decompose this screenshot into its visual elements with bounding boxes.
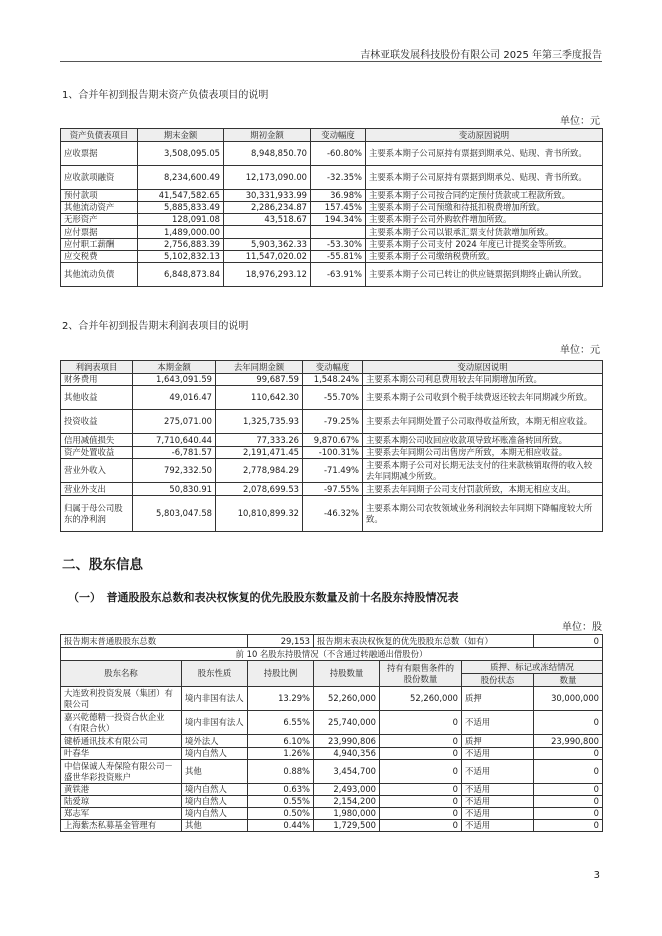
- begin-amount: 30,331,933.99: [224, 190, 311, 202]
- column-header: 股东名称: [61, 661, 182, 687]
- change-rate: -63.91%: [311, 263, 366, 287]
- table-row: [61, 784, 603, 796]
- holding-qty: 1,729,500: [314, 820, 380, 832]
- holding-qty: 4,940,356: [314, 748, 380, 760]
- begin-amount: 5,903,362.33: [224, 239, 311, 251]
- column-header: 持有有限售条件的股份数量: [380, 661, 462, 687]
- holding-ratio: 6.10%: [248, 735, 314, 748]
- share-status: 不适用: [462, 784, 534, 796]
- item-name: 应付职工薪酬: [61, 239, 138, 251]
- table-row: [61, 374, 603, 386]
- column-header: 股东性质: [182, 661, 248, 687]
- table-row: [61, 459, 603, 483]
- table-row: [61, 226, 603, 239]
- prior-amount: 1,325,735.93: [216, 410, 303, 434]
- restricted-qty: 0: [380, 735, 462, 748]
- change-reason: 主要系本期子公司外购软件增加所致。: [366, 214, 603, 226]
- top10-title: 前 10 名股东持股情况（不含通过转融通出借股份）: [61, 648, 603, 661]
- item-name: 应收票据: [61, 142, 138, 166]
- pledged-qty: 0: [534, 760, 603, 784]
- column-header: 质押、标记或冻结情况: [462, 661, 603, 674]
- begin-amount: 43,518.67: [224, 214, 311, 226]
- restricted-qty: 0: [380, 784, 462, 796]
- holder-nature: 境内自然人: [182, 748, 248, 760]
- holder-name: 郑志军: [61, 808, 182, 820]
- shareholder-table: [60, 634, 603, 832]
- item-name: 预付款项: [61, 190, 138, 202]
- table-row: [61, 496, 603, 532]
- table-row: [61, 142, 603, 166]
- holder-name: 上海紫杰私募基金管理有: [61, 820, 182, 832]
- table-row: [61, 434, 603, 447]
- change-reason: 主要系本期子公司缴纳税费所致。: [366, 251, 603, 263]
- restricted-qty: 0: [380, 748, 462, 760]
- balance-sheet-header-row: [61, 129, 603, 142]
- holder-nature: 境内自然人: [182, 796, 248, 808]
- change-reason: 主要系本期子公司对长期无法支付的往来款核销取得的收入较去年同期减少所致。: [363, 459, 603, 483]
- balance-sheet-heading: 1、合并年初到报告期末资产负债表项目的说明: [62, 90, 269, 101]
- item-name: 其他流动资产: [61, 202, 138, 214]
- pledged-qty: 23,990,800: [534, 735, 603, 748]
- shareholder-unit: 单位：股: [562, 622, 602, 633]
- table-row: [61, 386, 603, 410]
- end-amount: 3,508,095.05: [138, 142, 224, 166]
- total-holders-label: 报告期末普通股股东总数: [61, 635, 248, 648]
- end-amount: 128,091.08: [138, 214, 224, 226]
- change-reason: 主要系去年同期公司出售房产所致，本期无相应收益。: [363, 447, 603, 459]
- item-name: 应收款项融资: [61, 166, 138, 190]
- restricted-qty: 0: [380, 796, 462, 808]
- change-reason: 主要系本期子公司原持有票据到期承兑、贴现、背书所致。: [366, 142, 603, 166]
- change-reason: 主要系本期子公司按合同约定预付货款或工程款所致。: [366, 190, 603, 202]
- holder-nature: 境内自然人: [182, 808, 248, 820]
- prior-amount: 110,642.30: [216, 386, 303, 410]
- item-name: 其他流动负债: [61, 263, 138, 287]
- prior-amount: 2,778,984.29: [216, 459, 303, 483]
- column-header: 利润表项目: [61, 361, 133, 374]
- change-rate: -60.80%: [311, 142, 366, 166]
- table-row: [61, 796, 603, 808]
- change-rate: -71.49%: [303, 459, 363, 483]
- pledged-qty: 30,000,000: [534, 687, 603, 711]
- table-row: [61, 748, 603, 760]
- restricted-qty: 0: [380, 820, 462, 832]
- end-amount: 5,102,832.13: [138, 251, 224, 263]
- table-row: [61, 687, 603, 711]
- change-rate: 36.98%: [311, 190, 366, 202]
- begin-amount: 8,948,850.70: [224, 142, 311, 166]
- change-reason: 主要系本期子公司已转让的供应链票据到期终止确认所致。: [366, 263, 603, 287]
- current-amount: 49,016.47: [133, 386, 216, 410]
- table-row: [61, 263, 603, 287]
- end-amount: 8,234,600.49: [138, 166, 224, 190]
- change-rate: 194.34%: [311, 214, 366, 226]
- begin-amount: 11,547,020.02: [224, 251, 311, 263]
- change-reason: 主要系去年同期子公司支付罚款所致，本期无相应支出。: [363, 483, 603, 496]
- current-amount: 1,643,091.59: [133, 374, 216, 386]
- share-status: 不适用: [462, 796, 534, 808]
- prior-amount: 99,687.59: [216, 374, 303, 386]
- change-reason: 主要系本期公司利息费用较去年同期增加所致。: [363, 374, 603, 386]
- change-reason: 主要系去年同期处置子公司取得收益所致，本期无相应收益。: [363, 410, 603, 434]
- total-holders-value: 29,153: [248, 635, 314, 648]
- table-row: [61, 239, 603, 251]
- holding-ratio: 0.44%: [248, 820, 314, 832]
- holder-name: 键桥通讯技术有限公司: [61, 735, 182, 748]
- preferred-holders-label: 报告期末表决权恢复的优先股股东总数（如有）: [314, 635, 534, 648]
- holding-qty: 23,990,806: [314, 735, 380, 748]
- prior-amount: 77,333.26: [216, 434, 303, 447]
- restricted-qty: 52,260,000: [380, 687, 462, 711]
- change-reason: 主要系本期子公司预缴和待抵扣税费增加所致。: [366, 202, 603, 214]
- begin-amount: 12,173,090.00: [224, 166, 311, 190]
- change-reason: 主要系本期公司收回应收款项导致坏账准备转回所致。: [363, 434, 603, 447]
- shareholder-header-row: [61, 661, 603, 674]
- change-reason: 主要系本期子公司收到个税手续费返还较去年同期减少所致。: [363, 386, 603, 410]
- holder-name: 叶春华: [61, 748, 182, 760]
- item-name: 应交税费: [61, 251, 138, 263]
- table-row: [61, 760, 603, 784]
- holding-qty: 3,454,700: [314, 760, 380, 784]
- item-name: 信用减值损失: [61, 434, 133, 447]
- top10-title-row: [61, 648, 603, 661]
- item-name: 资产处置收益: [61, 447, 133, 459]
- holding-qty: 25,740,000: [314, 711, 380, 735]
- holder-nature: 境内非国有法人: [182, 711, 248, 735]
- share-status: 质押: [462, 735, 534, 748]
- balance-sheet-unit: 单位：元: [560, 116, 600, 127]
- holding-qty: 2,154,200: [314, 796, 380, 808]
- holding-ratio: 0.63%: [248, 784, 314, 796]
- holding-ratio: 0.88%: [248, 760, 314, 784]
- income-statement-table: [60, 360, 603, 532]
- change-rate: -79.25%: [303, 410, 363, 434]
- item-name: 归属于母公司股东的净利润: [61, 496, 133, 532]
- table-row: [61, 166, 603, 190]
- current-amount: 7,710,640.44: [133, 434, 216, 447]
- item-name: 投资收益: [61, 410, 133, 434]
- change-reason: 主要系本期子公司以银承汇票支付货款增加所致。: [366, 226, 603, 239]
- holder-nature: 境内自然人: [182, 784, 248, 796]
- header-divider: [60, 61, 602, 62]
- pledged-qty: 0: [534, 796, 603, 808]
- change-rate: -53.30%: [311, 239, 366, 251]
- preferred-holders-value: 0: [534, 635, 603, 648]
- holder-nature: 其他: [182, 820, 248, 832]
- column-header: 变动原因说明: [366, 129, 603, 142]
- begin-amount: 18,976,293.12: [224, 263, 311, 287]
- share-status: 不适用: [462, 760, 534, 784]
- table-row: [61, 447, 603, 459]
- report-header-title: 吉林亚联发展科技股份有限公司 2025 年第三季度报告: [360, 50, 602, 61]
- change-reason: 主要系本期子公司原持有票据到期承兑、贴现、背书所致。: [366, 166, 603, 190]
- column-header: 去年同期金额: [216, 361, 303, 374]
- prior-amount: 2,078,699.53: [216, 483, 303, 496]
- end-amount: 41,547,582.65: [138, 190, 224, 202]
- holding-ratio: 13.29%: [248, 687, 314, 711]
- pledged-qty: 0: [534, 820, 603, 832]
- end-amount: 5,885,833.49: [138, 202, 224, 214]
- holder-nature: 境外法人: [182, 735, 248, 748]
- current-amount: -6,781.57: [133, 447, 216, 459]
- section-title-shareholders: 二、股东信息: [62, 557, 143, 573]
- subsection-title-top10: （一） 普通股股东总数和表决权恢复的优先股股东数量及前十名股东持股情况表: [68, 591, 459, 604]
- table-row: [61, 214, 603, 226]
- change-rate: -46.32%: [303, 496, 363, 532]
- share-status: 不适用: [462, 748, 534, 760]
- holder-name: 大连致利投资发展（集团）有限公司: [61, 687, 182, 711]
- change-rate: -97.55%: [303, 483, 363, 496]
- pledged-qty: 0: [534, 784, 603, 796]
- end-amount: 1,489,000.00: [138, 226, 224, 239]
- share-status: 不适用: [462, 711, 534, 735]
- column-header: 数量: [534, 674, 603, 687]
- change-rate: -55.81%: [311, 251, 366, 263]
- column-header: 期初金额: [224, 129, 311, 142]
- share-status: 质押: [462, 687, 534, 711]
- current-amount: 275,071.00: [133, 410, 216, 434]
- holding-qty: 1,980,000: [314, 808, 380, 820]
- holder-name: 嘉兴乾德精一投资合伙企业（有限合伙）: [61, 711, 182, 735]
- holder-nature: 境内非国有法人: [182, 687, 248, 711]
- income-statement-heading: 2、合并年初到报告期末利润表项目的说明: [62, 321, 249, 332]
- begin-amount: 2,286,234.87: [224, 202, 311, 214]
- income-statement-unit: 单位：元: [560, 345, 600, 356]
- pledged-qty: 0: [534, 711, 603, 735]
- prior-amount: 10,810,899.32: [216, 496, 303, 532]
- item-name: 财务费用: [61, 374, 133, 386]
- column-header: 持股比例: [248, 661, 314, 687]
- item-name: 应付票据: [61, 226, 138, 239]
- change-rate: [311, 226, 366, 239]
- holding-ratio: 6.55%: [248, 711, 314, 735]
- pledged-qty: 0: [534, 808, 603, 820]
- restricted-qty: 0: [380, 711, 462, 735]
- restricted-qty: 0: [380, 808, 462, 820]
- column-header: 变动幅度: [311, 129, 366, 142]
- holding-qty: 52,260,000: [314, 687, 380, 711]
- share-status: 不适用: [462, 808, 534, 820]
- column-header: 期末金额: [138, 129, 224, 142]
- table-row: [61, 410, 603, 434]
- change-reason: 主要系本期子公司支付 2024 年度已计提奖金等所致。: [366, 239, 603, 251]
- holder-nature: 其他: [182, 760, 248, 784]
- prior-amount: 2,191,471.45: [216, 447, 303, 459]
- restricted-qty: 0: [380, 760, 462, 784]
- change-reason: 主要系本期公司农牧领域业务利润较去年同期下降幅度较大所致。: [363, 496, 603, 532]
- holder-name: 黄铁港: [61, 784, 182, 796]
- change-rate: -55.70%: [303, 386, 363, 410]
- column-header: 股份状态: [462, 674, 534, 687]
- end-amount: 6,848,873.84: [138, 263, 224, 287]
- page-number: 3: [593, 870, 600, 881]
- holding-ratio: 1.26%: [248, 748, 314, 760]
- table-row: [61, 820, 603, 832]
- table-row: [61, 808, 603, 820]
- balance-sheet-table: [60, 128, 603, 287]
- item-name: 营业外收入: [61, 459, 133, 483]
- column-header: 资产负债表项目: [61, 129, 138, 142]
- change-rate: 1,548.24%: [303, 374, 363, 386]
- item-name: 其他收益: [61, 386, 133, 410]
- item-name: 营业外支出: [61, 483, 133, 496]
- table-row: [61, 711, 603, 735]
- holding-ratio: 0.55%: [248, 796, 314, 808]
- holder-name: 中信保诚人寿保险有限公司－盛世华彩投资账户: [61, 760, 182, 784]
- share-status: 不适用: [462, 820, 534, 832]
- begin-amount: [224, 226, 311, 239]
- holding-qty: 2,493,000: [314, 784, 380, 796]
- table-row: [61, 202, 603, 214]
- holding-ratio: 0.50%: [248, 808, 314, 820]
- column-header: 变动幅度: [303, 361, 363, 374]
- column-header: 本期金额: [133, 361, 216, 374]
- holder-name: 陆爱琼: [61, 796, 182, 808]
- current-amount: 5,803,047.58: [133, 496, 216, 532]
- change-rate: -32.35%: [311, 166, 366, 190]
- change-rate: -100.31%: [303, 447, 363, 459]
- income-statement-header-row: [61, 361, 603, 374]
- table-row: [61, 735, 603, 748]
- change-rate: 157.45%: [311, 202, 366, 214]
- current-amount: 792,332.50: [133, 459, 216, 483]
- pledged-qty: 0: [534, 748, 603, 760]
- table-row: [61, 251, 603, 263]
- table-row: [61, 190, 603, 202]
- end-amount: 2,756,883.39: [138, 239, 224, 251]
- change-rate: 9,870.67%: [303, 434, 363, 447]
- table-row: [61, 483, 603, 496]
- current-amount: 50,830.91: [133, 483, 216, 496]
- column-header: 变动原因说明: [363, 361, 603, 374]
- shareholder-summary-row: [61, 635, 603, 648]
- item-name: 无形资产: [61, 214, 138, 226]
- column-header: 持股数量: [314, 661, 380, 687]
